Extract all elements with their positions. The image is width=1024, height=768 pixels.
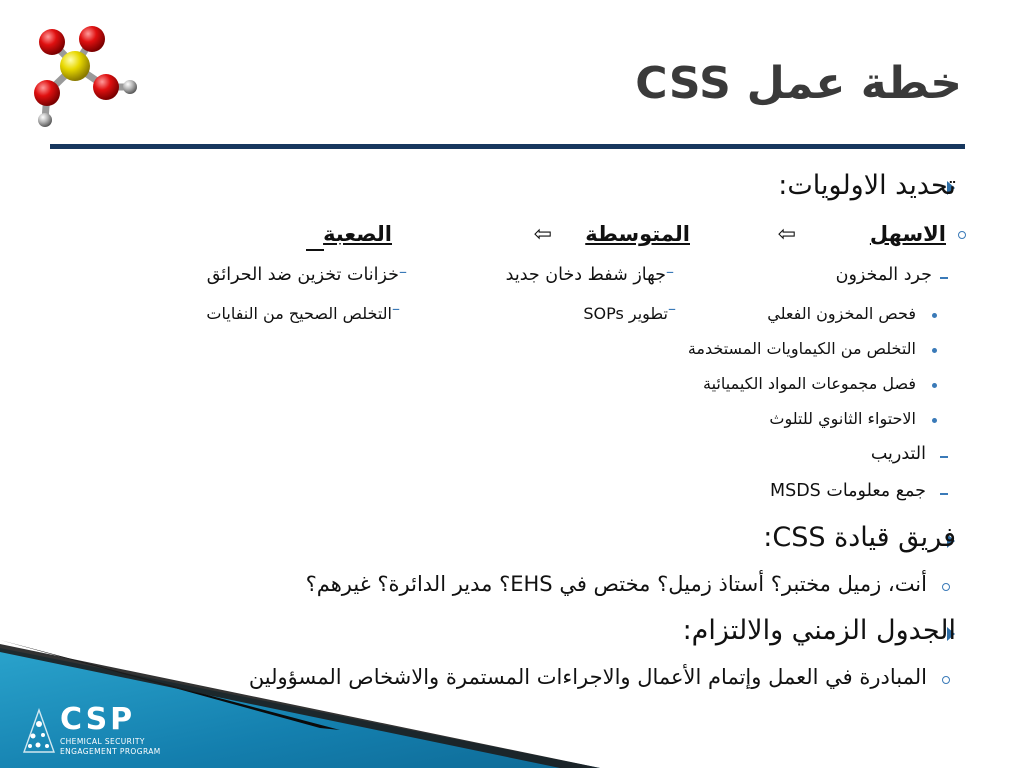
molecule-icon [20,20,150,135]
easiest-item-6: التدريب [870,444,926,464]
priorities-heading: تحديد الاولويات: [778,170,956,201]
title-divider [50,144,965,149]
arrow-left-icon: ⇦ [533,222,552,247]
timeline-item: المبادرة في العمل وإتمام الأعمال والاجراءات المستمرة والاشخاص المسؤولين [248,665,927,689]
hardest-item-1: خزانات تخزين ضد الحرائق [206,265,399,285]
bullet-dash-icon: – [668,299,676,318]
medium-item-1: جهاز شفط دخان جديد [505,265,666,285]
bullet-dash-icon: – [399,262,407,281]
bullet-dot-icon [932,418,937,423]
hardest-item-2: التخلص الصحيح من النفايات [206,304,392,323]
bullet-dot-icon [932,313,937,318]
easiest-item-7: جمع معلومات MSDS [769,481,926,501]
bullet-circle-icon [958,231,966,239]
difficulty-easiest: الاسهل [869,222,946,246]
slide-title: خطة عمل CSS [635,58,962,109]
csp-logo-mark-icon [22,708,56,754]
arrow-left-icon: ⇦ [777,222,796,247]
medium-item-2: تطوير SOPs [583,304,668,323]
bullet-dot-icon [932,383,937,388]
timeline-heading: الجدول الزمني والالتزام: [682,615,956,646]
bullet-dash-icon [940,277,948,279]
bullet-dash-icon [940,456,948,458]
bullet-dash-icon: – [392,299,400,318]
bullet-dash-icon: – [666,262,674,281]
csp-logo [22,704,162,760]
csp-logo-name: CSP [60,702,136,737]
easiest-item-4: فصل مجموعات المواد الكيميائية [703,374,916,393]
bullet-dot-icon [932,348,937,353]
bullet-dash-icon [940,493,948,495]
easiest-item-5: الاحتواء الثانوي للتلوث [769,409,916,428]
team-heading: فريق قيادة CSS: [763,522,956,553]
hardest-underline-extension [306,249,324,251]
easiest-item-3: التخلص من الكيماويات المستخدمة [687,339,916,358]
csp-logo-line2: ENGAGEMENT PROGRAM [60,747,161,756]
bullet-circle-icon [942,583,950,591]
team-item: أنت، زميل مختبر؟ أستاذ زميل؟ مختص في EHS؟ مدير الدائرة؟ غيرهم؟ [305,572,927,596]
csp-logo-line1: CHEMICAL SECURITY [60,737,145,746]
easiest-item-1: جرد المخزون [835,265,932,285]
difficulty-hardest: الصعبة [323,222,392,246]
difficulty-medium: المتوسطة [585,222,690,246]
easiest-item-2: فحص المخزون الفعلي [767,304,916,323]
